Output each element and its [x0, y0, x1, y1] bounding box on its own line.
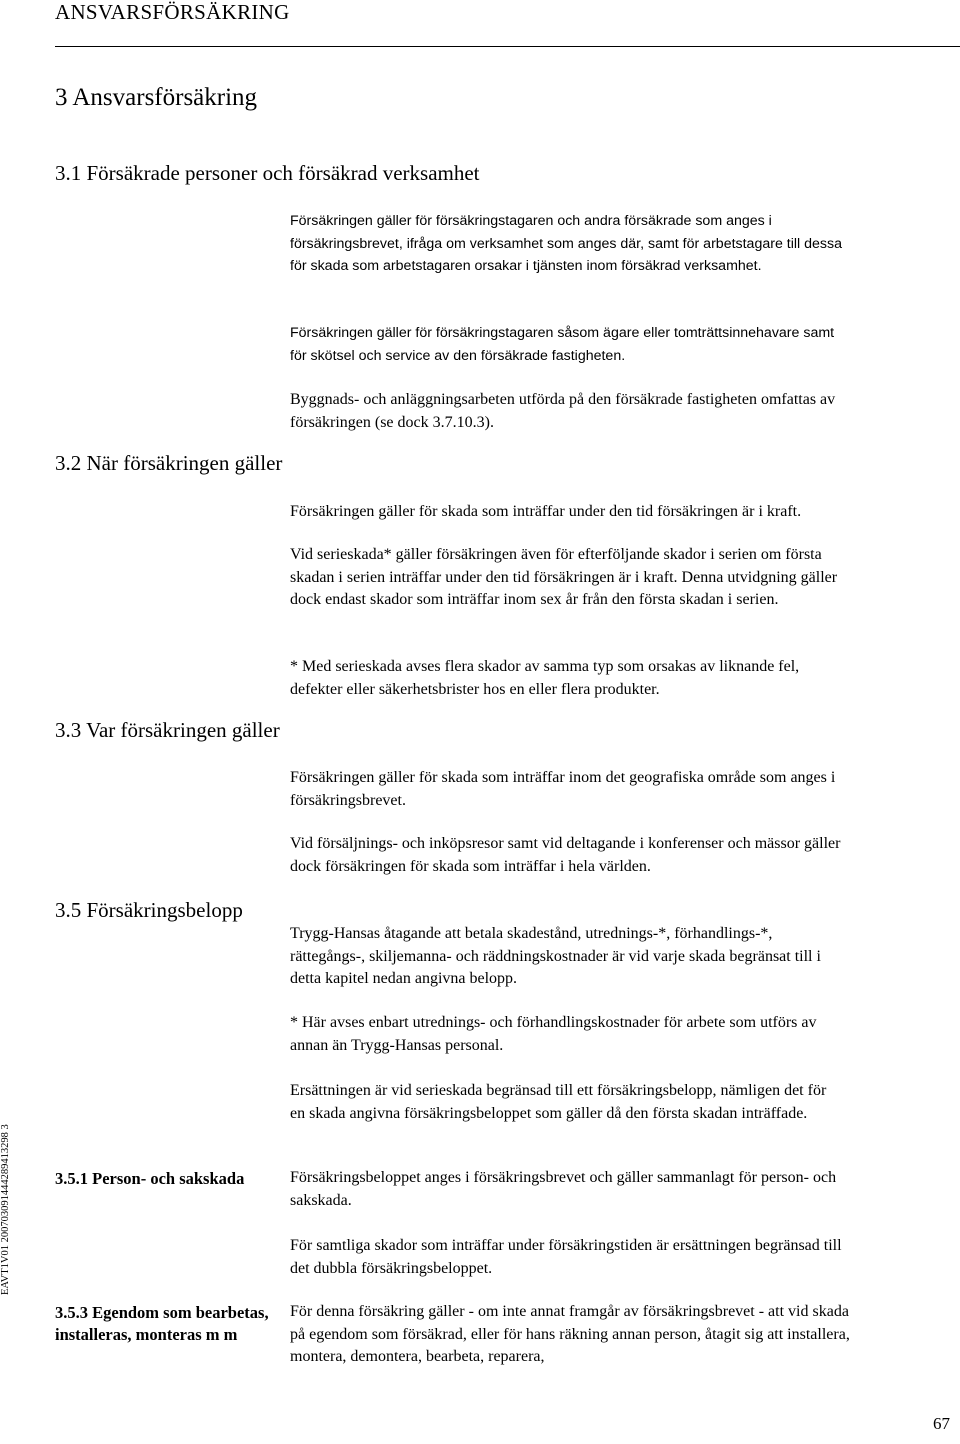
- section-heading-3-5-3: 3.5.3 Egendom som bearbetas, installeras, monteras m m: [55, 1303, 269, 1344]
- section-heading-3-1: 3.1 Försäkrade personer och försäkrad verksamhet: [55, 161, 480, 185]
- paragraph-3-1-2: Försäkringen gäller för försäkringstagaren såsom ägare eller tomträttsinnehavare samt för skötsel och service av den försäkrade fastigheten.: [290, 325, 835, 364]
- paragraph-3-1-3: Byggnads- och anläggningsarbeten utförda på den försäkrade fastigheten omfattas av försäkringen (se dock 3.7.10.3).: [290, 391, 836, 431]
- paragraph-3-5-2: * Här avses enbart utrednings- och förhandlingskostnader för arbete som utförs av annan än Trygg-Hansas personal.: [290, 1014, 817, 1054]
- paragraph-3-1-1: Försäkringen gäller för försäkringstagaren och andra försäkrade som anges i försäkringsbrevet, ifråga om verksamhet som anges där, samt för arbetstagare till dessa för skada som arbetstagaren orsakar i tjänsten inom försäkrad verksamhet.: [290, 213, 842, 274]
- header-divider: [55, 46, 960, 47]
- section-heading-3-5-1: 3.5.1 Person- och sakskada: [55, 1169, 245, 1188]
- paragraph-3-5-3: Ersättningen är vid serieskada begränsad till ett försäkringsbelopp, nämligen det för en skada angivna försäkringsbeloppet som gäller då den första skadan inträffade.: [290, 1082, 827, 1122]
- paragraph-3-2-3: * Med serieskada avses flera skador av samma typ som orsakas av liknande fel, defekter eller säkerhetsbrister hos en eller flera produkter.: [290, 658, 800, 698]
- page-number: 67: [933, 1414, 950, 1433]
- document-code: EAVT1V01 200703091444289413298 3: [0, 1124, 11, 1295]
- paragraph-3-3-2: Vid försäljnings- och inköpsresor samt vid deltagande i konferenser och mässor gäller dock försäkringen för skada som inträffar i hela världen.: [290, 835, 841, 875]
- paragraph-3-3-1: Försäkringen gäller för skada som inträffar inom det geografiska område som anges i försäkringsbrevet.: [290, 769, 836, 809]
- paragraph-3-2-1: Försäkringen gäller för skada som inträffar under den tid försäkringen är i kraft.: [290, 503, 802, 520]
- running-header: ANSVARSFÖRSÄKRING: [55, 0, 290, 24]
- paragraph-3-5-3-1: För denna försäkring gäller - om inte annat framgår av försäkringsbrevet - att vid skada på egendom som försäkrad, eller för hans räkning annan person, åtagit sig att installera, montera, demontera, bearbeta, reparera,: [290, 1303, 850, 1365]
- paragraph-3-5-1-1: Försäkringsbeloppet anges i försäkringsbrevet och gäller sammanlagt för person- och sakskada.: [290, 1169, 837, 1209]
- paragraph-3-2-2: Vid serieskada* gäller försäkringen även för efterföljande skador i serien om första skadan i serien inträffar under den tid försäkringen är i kraft. Denna utvidgning gäller dock endast skador som inträffar inom sex år från den första skadan i serien.: [290, 546, 838, 608]
- section-heading-3-5: 3.5 Försäkringsbelopp: [55, 898, 243, 922]
- section-heading-3-3: 3.3 Var försäkringen gäller: [55, 718, 280, 742]
- section-heading-3-2: 3.2 När försäkringen gäller: [55, 451, 283, 475]
- paragraph-3-5-1-2: För samtliga skador som inträffar under försäkringstiden är ersättningen begränsad till det dubbla försäkringsbeloppet.: [290, 1237, 842, 1277]
- paragraph-3-5-1: Trygg-Hansas åtagande att betala skadestånd, utrednings-*, förhandlings-*, rättegångs-, skiljemanna- och räddningskostnader är vid varje skada begränsat till i detta kapitel nedan angivna belopp.: [290, 925, 821, 987]
- chapter-title: 3 Ansvarsförsäkring: [55, 84, 258, 111]
